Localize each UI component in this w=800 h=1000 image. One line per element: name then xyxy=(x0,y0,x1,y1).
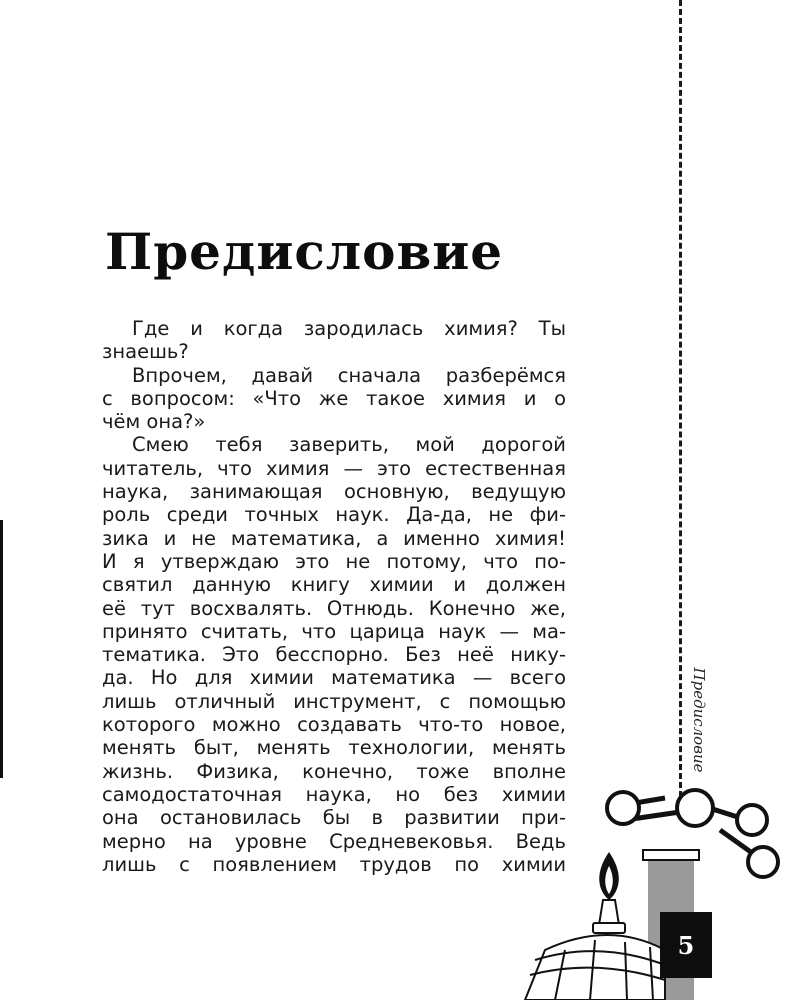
body-line: её тут восхвалять. Отнюдь. Конечно же, xyxy=(102,596,566,620)
flame-icon xyxy=(599,852,619,900)
alcohol-burner-icon xyxy=(525,900,665,1000)
body-line: которого можно создавать что-то новое, xyxy=(102,713,566,737)
body-line: чём она?» xyxy=(102,410,206,434)
body-line: И я утверждаю это не потому, что по- xyxy=(102,549,566,573)
body-line: Впрочем, давай сначала разберёмся xyxy=(132,363,566,387)
body-line: с вопросом: «Что же такое химия и о xyxy=(102,386,566,410)
body-line: Смею тебя заверить, мой дорогой xyxy=(132,433,566,457)
body-line: роль среди точных наук. Да-да, не фи- xyxy=(102,503,566,527)
body-line: самодостаточная наука, но без химии xyxy=(102,782,566,806)
body-line: лишь отличный инструмент, с помощью xyxy=(102,689,566,713)
body-line: лишь с появлением трудов по химии xyxy=(102,852,566,876)
left-margin-line xyxy=(0,520,3,778)
body-line: она остановилась бы в развитии при- xyxy=(102,806,566,830)
running-head-text: Предисловие xyxy=(690,667,708,773)
dashed-page-border xyxy=(679,0,682,815)
body-line: наука, занимающая основную, ведущую xyxy=(102,480,566,504)
body-line: святил данную книгу химии и должен xyxy=(102,573,566,597)
body-line: мерно на уровне Средневековья. Ведь xyxy=(102,829,566,853)
body-line: читатель, что химия — это естественная xyxy=(102,456,566,480)
body-line: менять быт, менять технологии, менять xyxy=(102,736,566,760)
running-head xyxy=(684,660,714,780)
chemistry-illustration xyxy=(515,780,800,1000)
body-line: жизнь. Физика, конечно, тоже вполне xyxy=(102,759,566,783)
body-line: Где и когда зародилась химия? Ты xyxy=(132,317,566,340)
body-line: принято считать, что царица наук — ма- xyxy=(102,619,566,643)
body-line: знаешь? xyxy=(102,340,189,364)
body-text xyxy=(102,317,566,876)
page-number: 5 xyxy=(677,930,695,960)
body-line: да. Но для химии математика — всего xyxy=(102,666,566,690)
body-line: зика и не математика, а именно химия! xyxy=(102,526,566,550)
page-title: Предисловие xyxy=(105,222,504,281)
page-number-box xyxy=(660,912,712,978)
body-line: тематика. Это бесспорно. Без неё нику- xyxy=(102,643,566,667)
